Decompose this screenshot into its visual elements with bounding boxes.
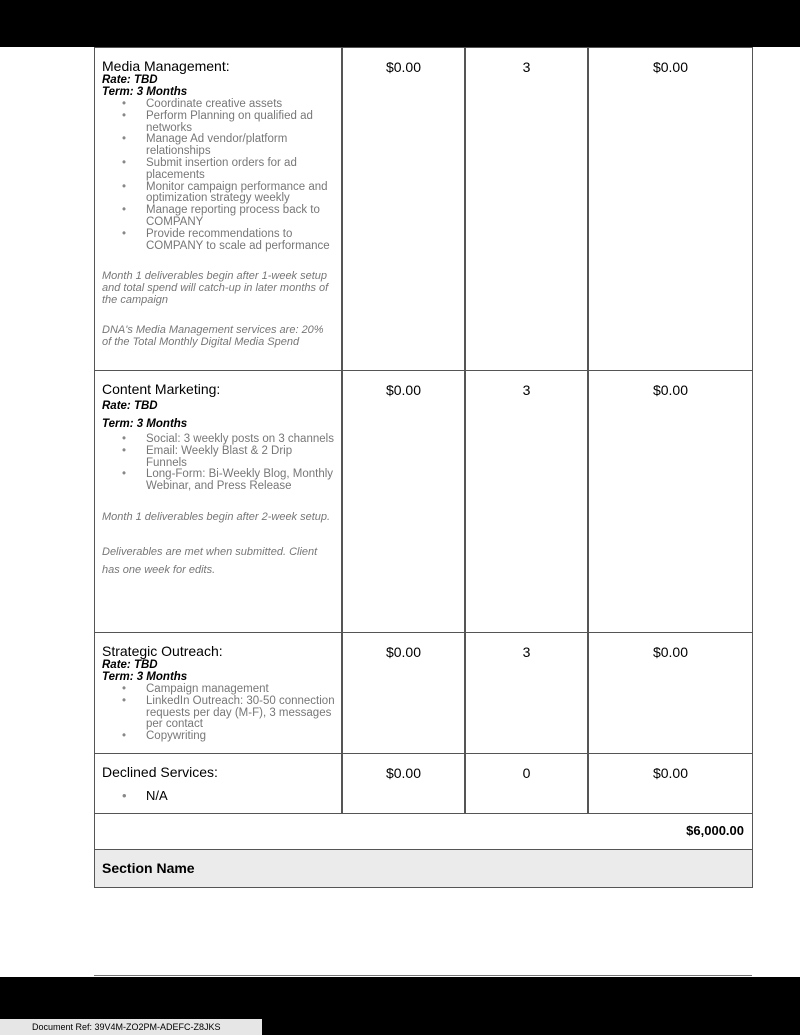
price-cell: $0.00 [343, 633, 466, 753]
list-item: • Perform Planning on qualified ad networks [122, 111, 335, 135]
service-rate: Rate: TBD [102, 400, 158, 412]
subtotal-cell: $0.00 [652, 765, 689, 781]
service-term: Term: 3 Months [102, 86, 188, 98]
footer-divider [94, 975, 752, 976]
document-reference: Document Ref: 39V4M-ZO2PM-ADEFC-Z8JKS [0, 1019, 262, 1035]
deliverables-list [102, 684, 335, 743]
service-term: Term: 3 Months [102, 418, 188, 430]
table-row-strategic-outreach [94, 633, 753, 754]
deliverables-list [102, 789, 335, 803]
table-row-declined-services [94, 754, 753, 814]
list-item: • Coordinate creative assets [122, 99, 335, 111]
list-item: • LinkedIn Outreach: 30-50 connection requests per day (M-F), 3 messages per contact [122, 696, 335, 731]
service-term: Term: 3 Months [102, 671, 188, 683]
deliverables-list [102, 99, 335, 252]
list-item: • Submit insertion orders for ad placements [122, 158, 335, 182]
list-item: • N/A [122, 789, 335, 803]
list-item: • Campaign management [122, 684, 335, 696]
service-rate: Rate: TBD [102, 74, 158, 86]
list-item: • Provide recommendations to COMPANY to scale ad performance [122, 229, 335, 253]
price-cell: $0.00 [343, 48, 466, 370]
section-name-heading: Section Name [94, 850, 753, 888]
quantity-cell: 3 [466, 633, 589, 753]
table-row-content-marketing [94, 371, 753, 633]
list-item: • Manage Ad vendor/platform relationships [122, 134, 335, 158]
price-cell: $0.00 [343, 371, 466, 632]
quantity-cell: 0 [466, 754, 589, 813]
service-description-cell [95, 633, 343, 753]
service-title: Declined Services: [102, 764, 218, 780]
service-note: Deliverables are met when submitted. Client has one week for edits. [102, 546, 318, 576]
service-description-cell [95, 48, 343, 370]
service-title: Media Management: [102, 58, 230, 74]
deliverables-list [102, 434, 335, 493]
list-item: • Long-Form: Bi-Weekly Blog, Monthly Webinar, and Press Release [122, 469, 335, 493]
list-item: • Monitor campaign performance and optimization strategy weekly [122, 182, 335, 206]
service-note: DNA's Media Management services are: 20% of the Total Monthly Digital Media Spend [102, 324, 324, 349]
subtotal-cell: $0.00 [652, 644, 689, 660]
quantity-cell: 3 [466, 371, 589, 632]
price-cell: $0.00 [343, 754, 466, 813]
quantity-cell: 3 [466, 48, 589, 370]
service-rate: Rate: TBD [102, 659, 158, 671]
service-title: Strategic Outreach: [102, 643, 223, 659]
table-row-media-management [94, 47, 753, 371]
list-item: • Email: Weekly Blast & 2 Drip Funnels [122, 446, 335, 470]
total-amount: $6,000.00 [94, 814, 753, 850]
list-item: • Copywriting [122, 731, 335, 743]
service-note: Month 1 deliverables begin after 2-week setup. [102, 510, 331, 523]
list-item: • Social: 3 weekly posts on 3 channels [122, 434, 335, 446]
subtotal-cell: $0.00 [652, 382, 689, 398]
top-black-bar [0, 0, 800, 47]
service-note: Month 1 deliverables begin after 1-week setup and total spend will catch-up in later months of the campaign [102, 270, 329, 307]
subtotal-cell: $0.00 [652, 59, 689, 75]
service-title: Content Marketing: [102, 381, 221, 397]
service-description-cell [95, 371, 343, 632]
pricing-table [94, 47, 753, 888]
service-description-cell [95, 754, 343, 813]
list-item: • Manage reporting process back to COMPANY [122, 205, 335, 229]
